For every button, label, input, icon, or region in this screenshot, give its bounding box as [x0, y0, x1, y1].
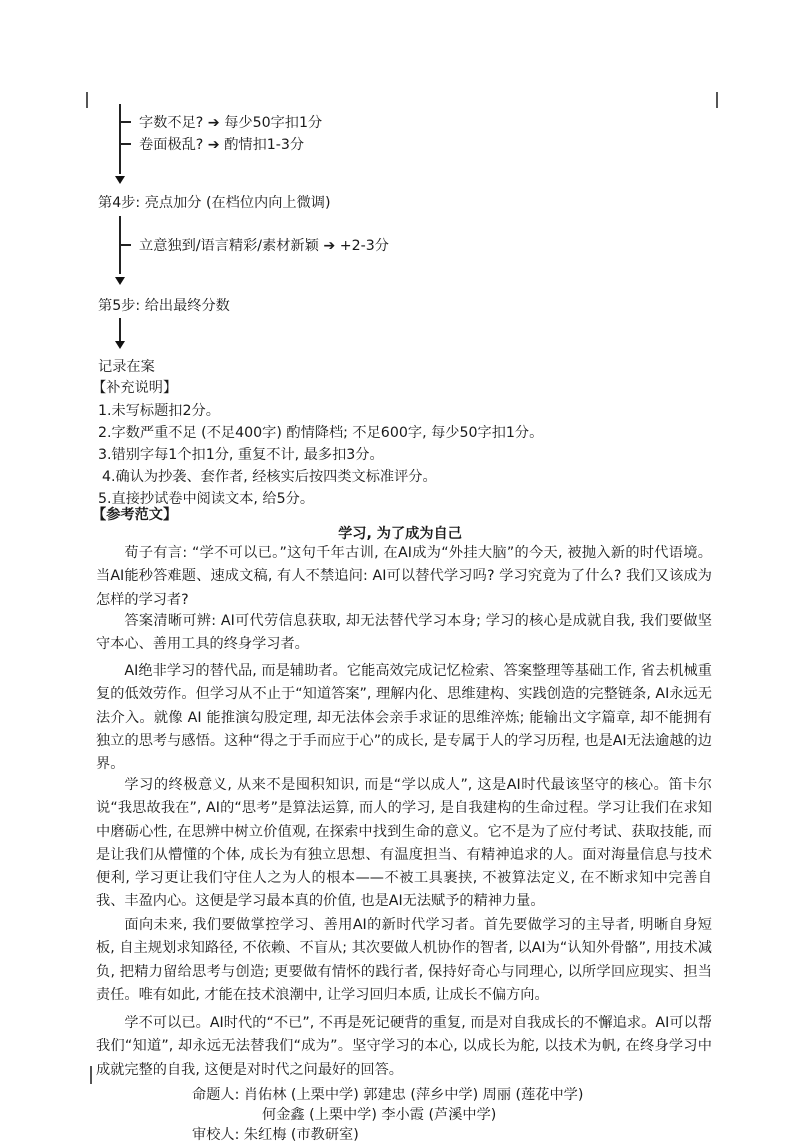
flow-record: 记录在案: [98, 359, 155, 375]
flow-branch-highlight: 立意独到/语言精彩/素材新颖 ➔ +2-3分: [139, 238, 389, 254]
credits-setters-cont: 何金鑫 (上栗中学) 李小霞 (芦溪中学): [262, 1107, 497, 1123]
supplement-item: 4.确认为抄袭、套作者, 经核实后按四类文标准评分。: [102, 469, 437, 485]
arrow-down-icon: [115, 277, 125, 285]
sample-header: 【参考范文】: [92, 507, 178, 523]
arrow-down-icon: [115, 176, 125, 184]
corner-mark-top-left: [86, 92, 88, 108]
essay-paragraph: 学习的终极意义, 从来不是囤积知识, 而是“学以成人”, 这是AI时代最该坚守的核心。笛卡尔说“我思故我在”, AI的“思考”是算法运算, 而人的学习, 是自我建构的生命过程。学习让我们在求知中磨砺心性, 在思辨中树立价值观, 在探索中找到生命的意义。它不是为了应付考试、获取技能, 而是让我们从懵懂的个体, 成长为有独立思想、有温度担当、有精神追求的人。面对海量信息与技术便利, 学习更让我们守住人之为人的根本——不被工具裹挟, 不被算法定义, 在不断求知中完善自我、丰盈内心。这便是学习最本真的价值, 也是AI无法赋予的精神力量。: [96, 777, 712, 910]
flow-branch-tick: [119, 244, 131, 246]
corner-mark-top-right: [716, 92, 718, 108]
supplement-item: 3.错别字每1个扣1分, 重复不计, 最多扣3分。: [98, 447, 384, 463]
essay-paragraph: AI绝非学习的替代品, 而是辅助者。它能高效完成记忆检索、答案整理等基础工作, 省去机械重复的低效劳作。但学习从不止于“知道答案”, 理解内化、思维建构、实践创造的完整链条, AI永远无法介入。就像 AI 能推演勾股定理, 却无法体会亲手求证的思维淬炼; 能输出文字篇章, 却不能拥有独立的思考与感悟。这种“得之于手而应于心”的成长, 是专属于人的学习历程, 也是AI无法逾越的边界。: [96, 663, 712, 773]
corner-mark-bottom-left: [90, 1066, 92, 1084]
flow-connector: [119, 104, 121, 174]
supplement-item: 5.直接抄试卷中阅读文本, 给5分。: [98, 491, 315, 507]
flow-step-5: 第5步: 给出最终分数: [98, 298, 230, 314]
supplement-header: 【补充说明】: [92, 380, 178, 396]
flow-branch-messy: 卷面极乱? ➔ 酌情扣1-3分: [139, 137, 305, 153]
flow-branch-word-count: 字数不足? ➔ 每少50字扣1分: [139, 115, 323, 131]
supplement-item: 1.未写标题扣2分。: [98, 403, 220, 419]
supplement-item: 2.字数严重不足 (不足400字) 酌情降档; 不足600字, 每少50字扣1分。: [98, 425, 544, 441]
essay-paragraph: 面向未来, 我们要做掌控学习、善用AI的新时代学习者。首先要做学习的主导者, 明晰自身短板, 自主规划求知路径, 不依赖、不盲从; 其次要做人机协作的智者, 以AI为“认知外骨骼”, 用技术减负, 把精力留给思考与创造; 更要做有情怀的践行者, 保持好奇心与同理心, 以所学回应现实、担当责任。唯有如此, 才能在技术浪潮中, 让学习回归本质, 让成长不偏方向。: [96, 917, 712, 1003]
flow-branch-tick: [119, 143, 131, 145]
essay-paragraph: 荀子有言: “学不可以已。”这句千年古训, 在AI成为“外挂大脑”的今天, 被抛入新的时代语境。当AI能秒答难题、速成文稿, 有人不禁追问: AI可以替代学习吗? 学习究竟为了什么? 我们又该成为怎样的学习者?: [96, 545, 712, 608]
essay-paragraph: 答案清晰可辨: AI可代劳信息获取, 却无法替代学习本身; 学习的核心是成就自我, 我们要做坚守本心、善用工具的终身学习者。: [96, 613, 712, 653]
arrow-down-icon: [115, 341, 125, 349]
flow-branch-tick: [119, 121, 131, 123]
credits-reviewer: 审校人: 朱红梅 (市教研室): [192, 1127, 359, 1143]
essay-paragraph: 学不可以已。AI时代的“不已”, 不再是死记硬背的重复, 而是对自我成长的不懈追求。AI可以帮我们“知道”, 却永远无法替我们“成为”。坚守学习的本心, 以成长为舵, 以技术为帆, 在终身学习中成就完整的自我, 这便是对时代之问最好的回答。: [96, 1015, 712, 1078]
essay-title: 学习, 为了成为自己: [338, 526, 462, 542]
credits-setters: 命题人: 肖佑林 (上栗中学) 郭建忠 (萍乡中学) 周丽 (莲花中学): [192, 1087, 584, 1103]
flow-connector: [119, 318, 121, 342]
flow-step-4: 第4步: 亮点加分 (在档位内向上微调): [98, 195, 331, 211]
